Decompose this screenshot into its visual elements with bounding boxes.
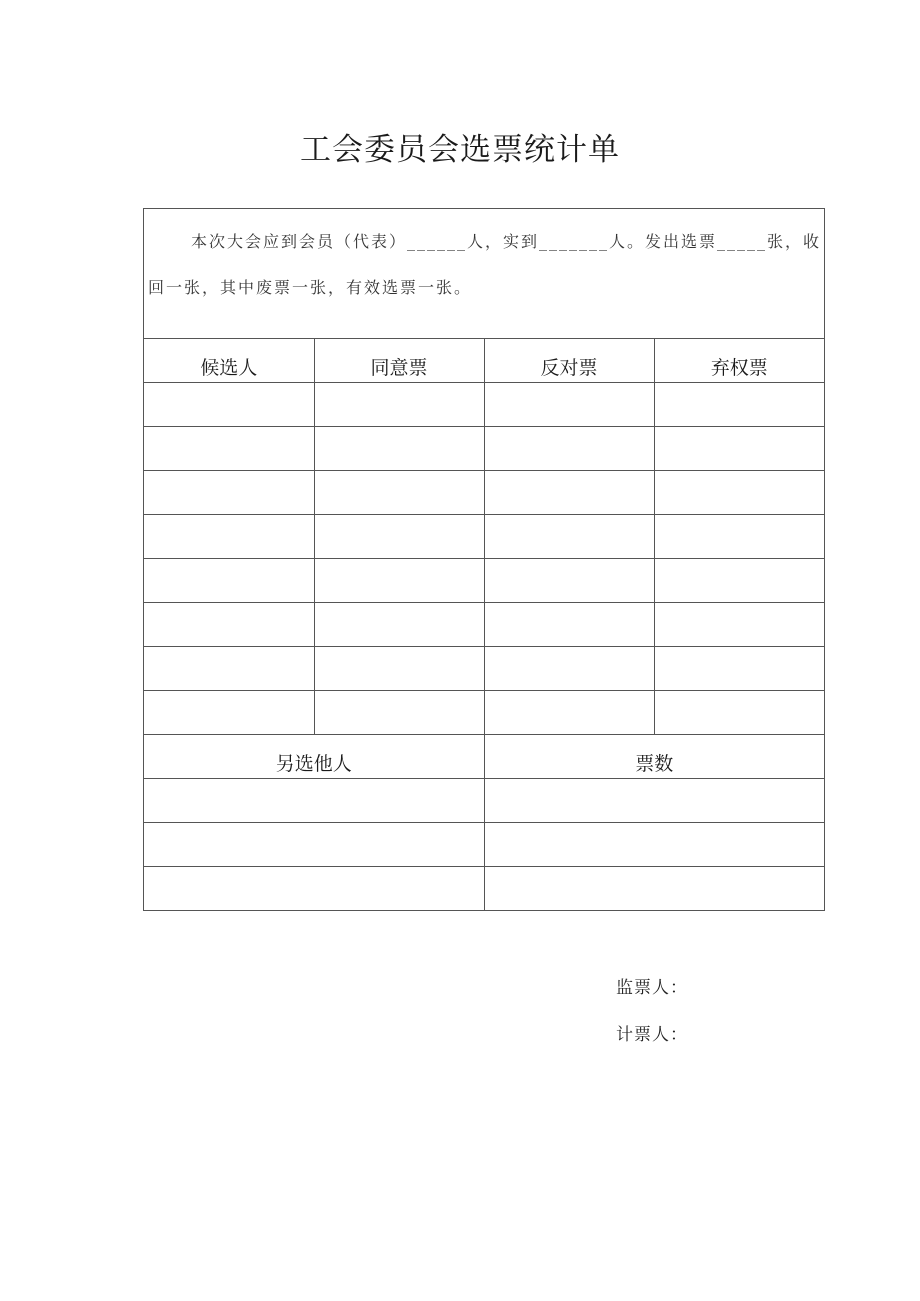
oppose-cell[interactable] — [484, 427, 654, 471]
abstain-cell[interactable] — [654, 559, 824, 603]
candidate-row — [144, 515, 824, 559]
abstain-cell[interactable] — [654, 647, 824, 691]
intro-line-1: 本次大会应到会员（代表）______人，实到_______人。发出选票_____张，收 — [191, 232, 822, 251]
candidate-cell[interactable] — [144, 427, 314, 471]
approve-cell[interactable] — [314, 691, 484, 735]
oppose-cell[interactable] — [484, 383, 654, 427]
candidate-row — [144, 691, 824, 735]
candidate-cell[interactable] — [144, 515, 314, 559]
intro-section — [144, 209, 824, 339]
other-candidate-row — [144, 867, 824, 911]
candidate-header-row — [144, 339, 824, 383]
header-vote-count: 票数 — [484, 735, 824, 779]
form-title: 工会委员会选票统计单 — [300, 132, 620, 168]
header-oppose: 反对票 — [484, 339, 654, 383]
oppose-cell[interactable] — [484, 647, 654, 691]
intro-line-2: 回一张，其中废票一张，有效选票一张。 — [148, 278, 473, 297]
other-candidate-row — [144, 779, 824, 823]
other-candidate-row — [144, 823, 824, 867]
vote-tally-form — [143, 208, 825, 911]
candidate-cell[interactable] — [144, 559, 314, 603]
other-candidate-cell[interactable] — [144, 779, 484, 823]
tally-table — [144, 339, 824, 910]
approve-cell[interactable] — [314, 471, 484, 515]
oppose-cell[interactable] — [484, 603, 654, 647]
abstain-cell[interactable] — [654, 603, 824, 647]
candidate-cell[interactable] — [144, 647, 314, 691]
candidate-row — [144, 647, 824, 691]
header-other-candidate: 另选他人 — [144, 735, 484, 779]
other-candidate-cell[interactable] — [144, 867, 484, 911]
other-candidate-header-row — [144, 735, 824, 779]
header-candidate: 候选人 — [144, 339, 314, 383]
vote-count-cell[interactable] — [484, 779, 824, 823]
counter-signature-label: 计票人： — [616, 1025, 688, 1045]
candidate-cell[interactable] — [144, 691, 314, 735]
candidate-cell[interactable] — [144, 603, 314, 647]
candidate-row — [144, 559, 824, 603]
candidate-row — [144, 383, 824, 427]
candidate-cell[interactable] — [144, 471, 314, 515]
abstain-cell[interactable] — [654, 427, 824, 471]
candidate-row — [144, 427, 824, 471]
oppose-cell[interactable] — [484, 691, 654, 735]
header-abstain: 弃权票 — [654, 339, 824, 383]
vote-count-cell[interactable] — [484, 823, 824, 867]
candidate-cell[interactable] — [144, 383, 314, 427]
approve-cell[interactable] — [314, 559, 484, 603]
abstain-cell[interactable] — [654, 471, 824, 515]
monitor-signature-label: 监票人： — [616, 978, 688, 998]
approve-cell[interactable] — [314, 427, 484, 471]
vote-count-cell[interactable] — [484, 867, 824, 911]
approve-cell[interactable] — [314, 647, 484, 691]
oppose-cell[interactable] — [484, 471, 654, 515]
approve-cell[interactable] — [314, 603, 484, 647]
other-candidate-cell[interactable] — [144, 823, 484, 867]
oppose-cell[interactable] — [484, 515, 654, 559]
abstain-cell[interactable] — [654, 383, 824, 427]
approve-cell[interactable] — [314, 383, 484, 427]
abstain-cell[interactable] — [654, 691, 824, 735]
approve-cell[interactable] — [314, 515, 484, 559]
candidate-row — [144, 471, 824, 515]
oppose-cell[interactable] — [484, 559, 654, 603]
header-approve: 同意票 — [314, 339, 484, 383]
candidate-row — [144, 603, 824, 647]
abstain-cell[interactable] — [654, 515, 824, 559]
